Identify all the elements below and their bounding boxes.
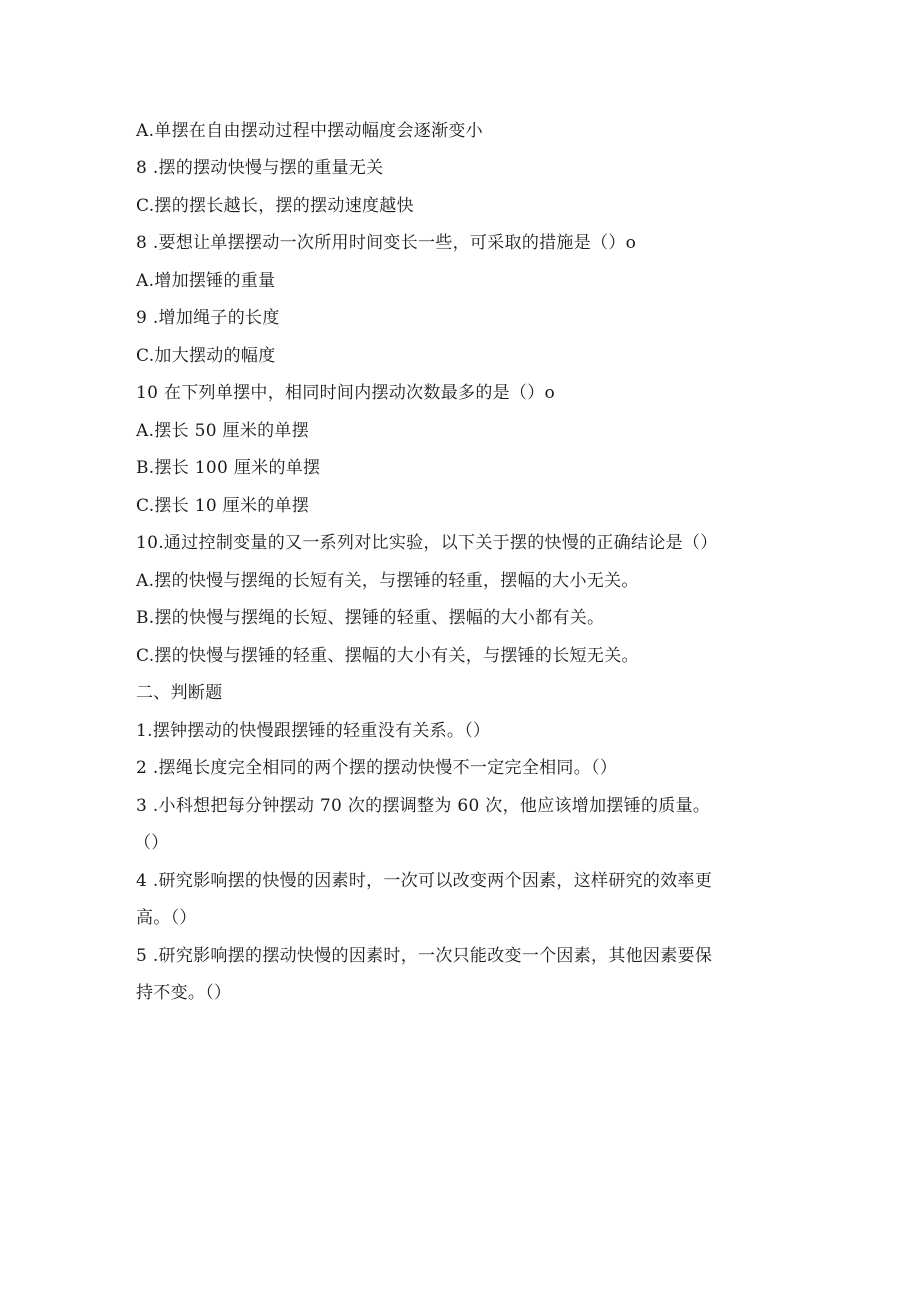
option-a-swing-amplitude: A.单摆在自由摆动过程中摆动幅度会逐渐变小 xyxy=(136,121,483,141)
judgement-1: 1.摆钟摆动的快慢跟摆锤的轻重没有关系。（） xyxy=(136,721,491,741)
option-a-increase-weight: A.增加摆锤的重量 xyxy=(136,271,276,291)
judgement-2: 2 .摆绳长度完全相同的两个摆的摆动快慢不一定完全相同。（） xyxy=(136,758,618,778)
option-c-10cm: C.摆长 10 厘米的单摆 xyxy=(136,496,310,516)
judgement-3: 3 .小科想把每分钟摆动 70 次的摆调整为 60 次，他应该增加摆锤的质量。 xyxy=(136,796,711,816)
option-c-conclusion: C.摆的快慢与摆锤的轻重、摆幅的大小有关，与摆锤的长短无关。 xyxy=(136,646,639,666)
judgement-4-continued: 高。（） xyxy=(136,908,197,928)
question-8: 8 .要想让单摆摆动一次所用时间变长一些，可采取的措施是（）o xyxy=(136,233,637,253)
option-b-conclusion: B.摆的快慢与摆绳的长短、摆锤的轻重、摆幅的大小都有关。 xyxy=(136,608,605,628)
option-c-length-faster: C.摆的摆长越长，摆的摆动速度越快 xyxy=(136,196,414,216)
judgement-5: 5 .研究影响摆的摆动快慢的因素时，一次只能改变一个因素，其他因素要保 xyxy=(136,946,713,966)
question-10a: 10 在下列单摆中，相同时间内摆动次数最多的是（）o xyxy=(136,383,556,403)
section-heading-true-false: 二、判断题 xyxy=(136,683,223,703)
judgement-5-continued: 持不变。（） xyxy=(136,983,232,1003)
question-10b: 10.通过控制变量的又一系列对比实验，以下关于摆的快慢的正确结论是（） xyxy=(136,533,718,553)
judgement-4: 4 .研究影响摆的快慢的因素时，一次可以改变两个因素，这样研究的效率更 xyxy=(136,871,713,891)
option-a-conclusion: A.摆的快慢与摆绳的长短有关，与摆锤的轻重，摆幅的大小无关。 xyxy=(136,571,639,591)
option-b-100cm: B.摆长 100 厘米的单摆 xyxy=(136,458,321,478)
option-b-increase-length: 9 .增加绳子的长度 xyxy=(136,308,280,328)
option-c-increase-amplitude: C.加大摆动的幅度 xyxy=(136,346,276,366)
judgement-3-answer-blank: （） xyxy=(134,833,169,853)
option-b-weight-irrelevant: 8 .摆的摆动快慢与摆的重量无关 xyxy=(136,158,384,178)
option-a-50cm: A.摆长 50 厘米的单摆 xyxy=(136,421,310,441)
